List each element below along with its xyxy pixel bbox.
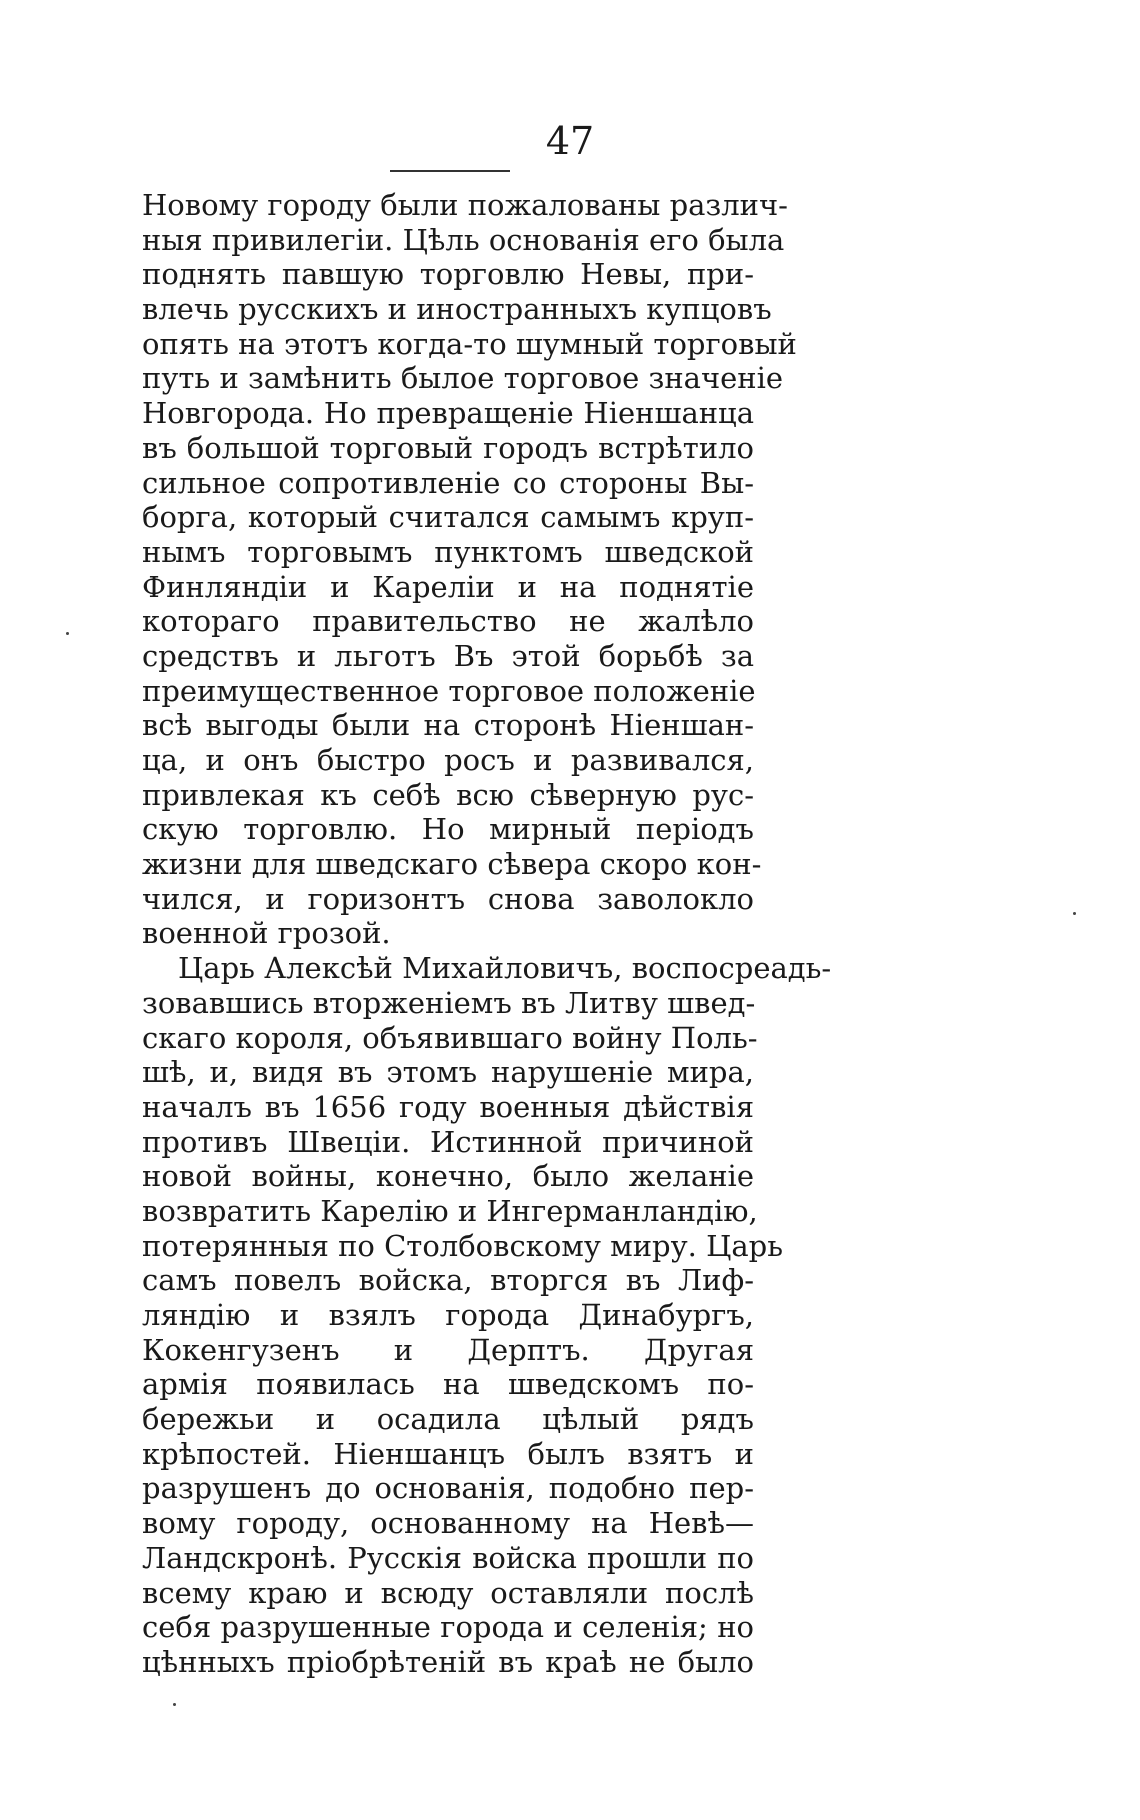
text-line: новой войны, конечно, было желаніе — [142, 1159, 754, 1194]
text-line: всѣ выгоды были на сторонѣ Ніеншан- — [142, 708, 754, 743]
text-line: Ландскронѣ. Русскія войска прошли по — [142, 1540, 754, 1575]
page-number: 47 — [545, 119, 595, 163]
text-line: Новгорода. Но превращеніе Ніеншанца — [142, 396, 754, 431]
text-line: средствъ и льготъ Въ этой борьбѣ за — [142, 638, 754, 673]
text-line: Новому городу были пожалованы различ- — [142, 188, 788, 222]
text-line: самъ повелъ войска, вторгся въ Лиф- — [142, 1263, 754, 1298]
text-line: ца, и онъ быстро росъ и развивался, — [142, 743, 754, 777]
text-line: ныя привилегіи. Цѣль основанія его была — [142, 222, 785, 257]
text-line: котораго правительство не жалѣло — [142, 604, 754, 639]
page-number-rule — [390, 170, 510, 172]
text-line: вому городу, основанному на Невѣ— — [142, 1506, 754, 1541]
text-line: чился, и горизонтъ снова заволокло — [142, 881, 754, 916]
text-line: противъ Швеціи. Истинной причиной — [142, 1124, 754, 1159]
text-line: жизни для шведскаго сѣвера скоро кон- — [142, 847, 762, 882]
scan-speck — [1073, 912, 1076, 915]
paragraph-2 — [142, 951, 832, 1679]
body-text — [142, 188, 832, 1680]
text-line: опять на этотъ когда-то шумный торговый — [142, 326, 797, 361]
text-line: путь и замѣнить былое торговое значеніе — [142, 361, 784, 396]
text-line: влечь русскихъ и иностранныхъ купцовъ — [142, 292, 772, 327]
text-line: себя разрушенные города и селенія; но — [142, 1610, 754, 1645]
text-line: сильное сопротивленіе со стороны Вы- — [142, 465, 754, 500]
text-line: въ большой торговый городъ встрѣтило — [142, 430, 754, 465]
scan-speck — [66, 632, 69, 635]
text-line: борга, который считался самымъ круп- — [142, 500, 754, 535]
text-line: зовавшись вторженіемъ въ Литву швед- — [142, 985, 756, 1020]
scan-speck — [173, 1703, 176, 1706]
text-line: армія появилась на шведскомъ по- — [142, 1367, 754, 1402]
text-line: военной грозой. — [142, 916, 391, 951]
text-line: всему краю и всюду оставляли послѣ — [142, 1575, 754, 1610]
text-line: ляндію и взялъ города Динабургъ, — [142, 1298, 754, 1332]
text-line: шѣ, и, видя въ этомъ нарушеніе мира, — [142, 1055, 754, 1090]
text-line: потерянныя по Столбовскому миру. Царь — [142, 1228, 784, 1263]
text-line: бережьи и осадила цѣлый рядъ — [142, 1402, 754, 1437]
text-line: нымъ торговымъ пунктомъ шведской — [142, 534, 754, 569]
text-line: крѣпостей. Ніеншанцъ былъ взятъ и — [142, 1436, 754, 1471]
paragraph-1 — [142, 188, 797, 951]
text-line: Финляндіи и Кареліи и на поднятіе — [142, 569, 754, 604]
text-line: разрушенъ до основанія, подобно пер- — [142, 1471, 754, 1506]
text-line: Царь Алексѣй Михайловичъ, воспосреадь- — [178, 951, 832, 986]
text-line: Кокенгузенъ и Дерптъ. Другая — [142, 1332, 754, 1367]
text-line: скаго короля, объявившаго войну Поль- — [142, 1020, 758, 1055]
text-line: цѣнныхъ пріобрѣтеній въ краѣ не было — [142, 1644, 754, 1679]
text-line: преимущественное торговое положеніе — [142, 673, 756, 708]
text-line: привлекая къ себѣ всю сѣверную рус- — [142, 777, 754, 812]
text-line: началъ въ 1656 году военныя дѣйствія — [142, 1089, 754, 1124]
text-line: возвратить Карелію и Ингерманландію, — [142, 1193, 758, 1228]
text-line: скую торговлю. Но мирный періодъ — [142, 812, 754, 847]
text-line: поднять павшую торговлю Невы, при- — [142, 257, 754, 292]
